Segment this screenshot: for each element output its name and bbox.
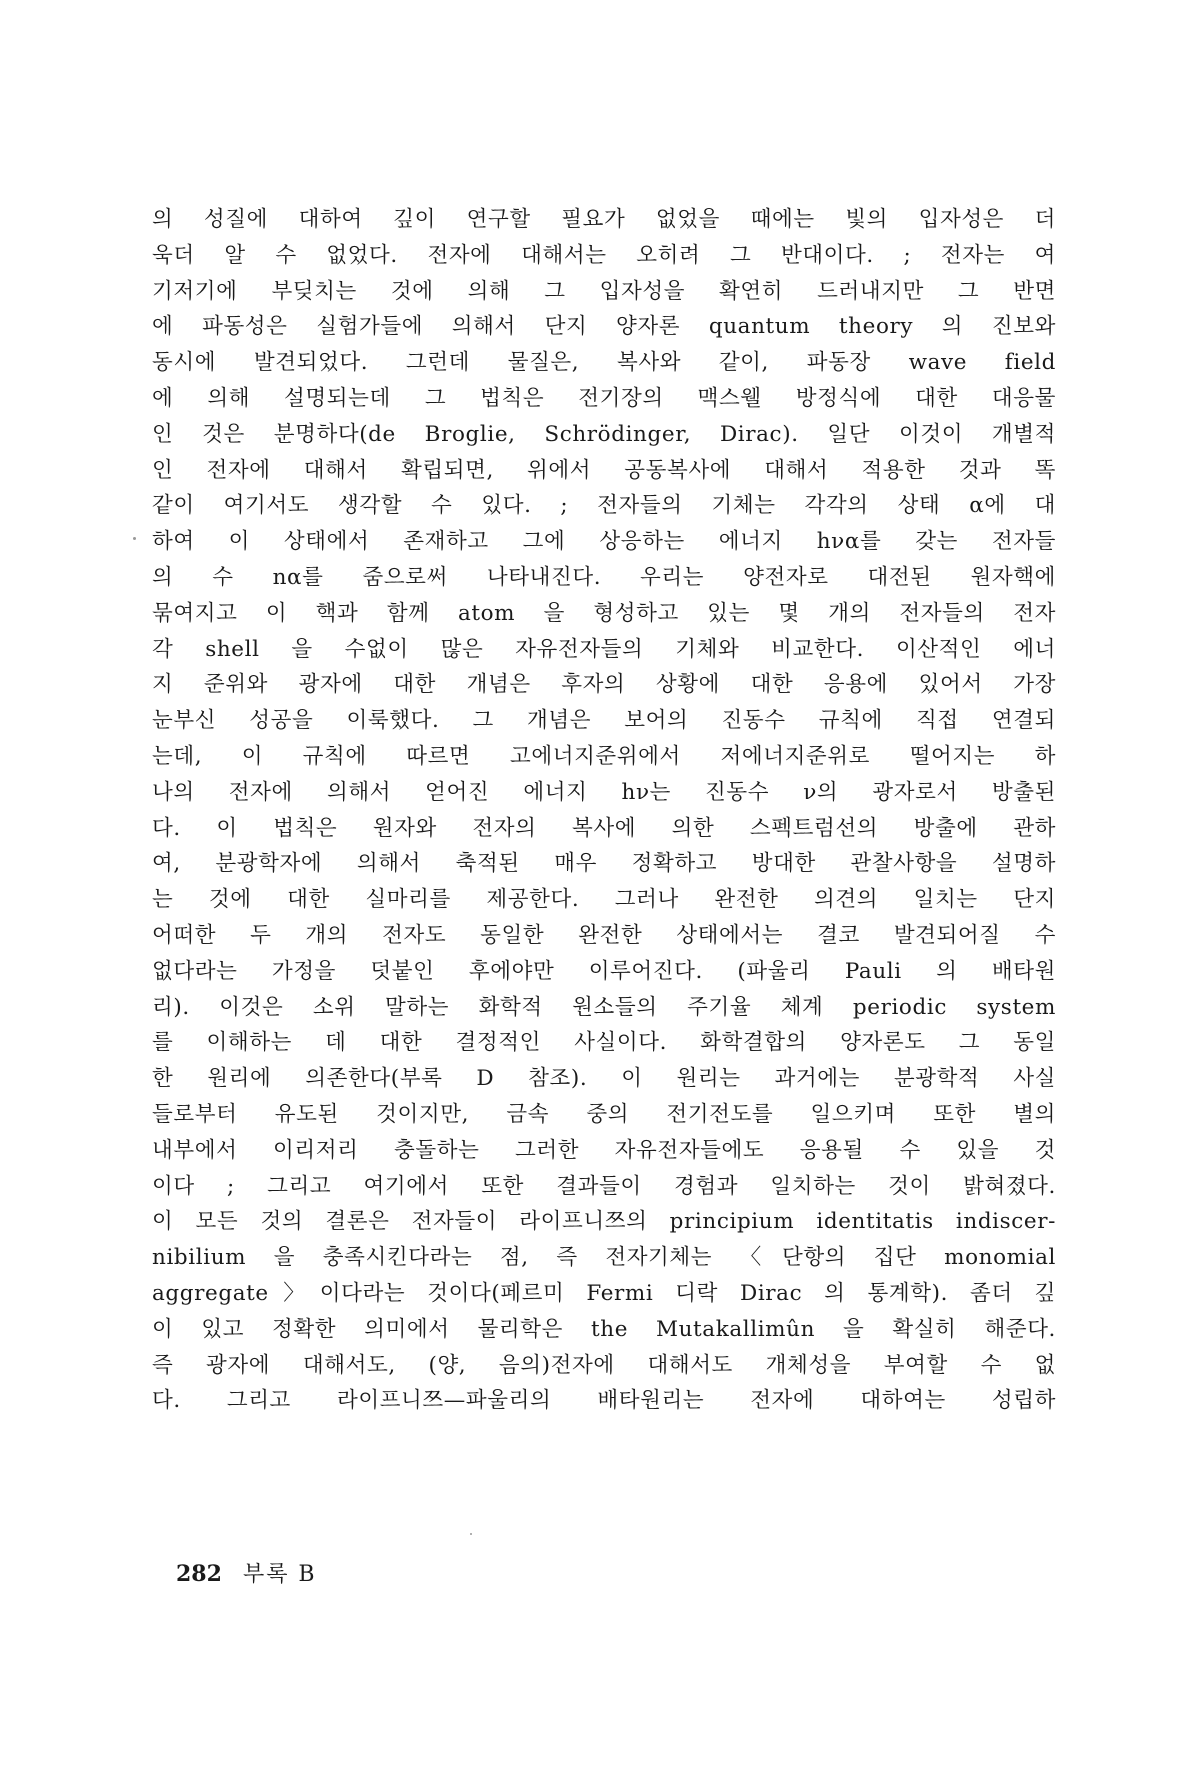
text-line: aggregate〉이다라는 것이다(페르미 Fermi 디락 Dirac 의 통계학). 좀더 깊 xyxy=(152,1280,1056,1306)
text-line: 는데, 이 규칙에 따르면 고에너지준위에서 저에너지준위로 떨어지는 하 xyxy=(152,743,1056,769)
text-line: 에 파동성은 실험가들에 의해서 단지 양자론 quantum theory 의 진보와 xyxy=(152,314,1056,340)
text-line: 내부에서 이리저리 충돌하는 그러한 자유전자들에도 응용될 수 있을 것 xyxy=(152,1137,1056,1163)
page-footer xyxy=(176,1557,317,1588)
text-line: 에 의해 설명되는데 그 법칙은 전기장의 맥스웰 방정식에 대한 대응물 xyxy=(152,385,1056,411)
text-line: 동시에 발견되었다. 그런데 물질은, 복사와 같이, 파동장 wave field xyxy=(152,350,1056,376)
text-line: 각 shell 을 수없이 많은 자유전자들의 기체와 비교한다. 이산적인 에너 xyxy=(152,636,1056,662)
page-number: 282 xyxy=(176,1561,222,1587)
text-line: 이 모든 것의 결론은 전자들이 라이프니쯔의 principium identitatis indiscer- xyxy=(152,1209,1056,1235)
text-line: 를 이해하는 데 대한 결정적인 사실이다. 화학결합의 양자론도 그 동일 xyxy=(152,1030,1056,1056)
text-line: 다. 그리고 라이프니쯔—파울리의 배타원리는 전자에 대하여는 성립하 xyxy=(152,1388,1056,1414)
text-line: 하여 이 상태에서 존재하고 그에 상응하는 에너지 hνα를 갖는 전자들 xyxy=(152,529,1056,555)
text-line: 기저기에 부딪치는 것에 의해 그 입자성을 확연히 드러내지만 그 반면 xyxy=(152,278,1056,304)
text-line: 즉 광자에 대해서도, (양, 음의)전자에 대해서도 개체성을 부여할 수 없 xyxy=(152,1352,1056,1378)
text-line: 이다 ; 그리고 여기에서 또한 결과들이 경험과 일치하는 것이 밝혀졌다. xyxy=(152,1173,1056,1199)
text-line: 나의 전자에 의해서 얻어진 에너지 hν는 진동수 ν의 광자로서 방출된 xyxy=(152,779,1056,805)
text-line: 같이 여기서도 생각할 수 있다. ; 전자들의 기체는 각각의 상태 α에 대 xyxy=(152,493,1056,519)
text-line: 의 수 nα를 줌으로써 나타내진다. 우리는 양전자로 대전된 원자핵에 xyxy=(152,564,1056,590)
text-line: 어떠한 두 개의 전자도 동일한 완전한 상태에서는 결코 발견되어질 수 xyxy=(152,922,1056,948)
text-line: 다. 이 법칙은 원자와 전자의 복사에 의한 스펙트럼선의 방출에 관하 xyxy=(152,815,1056,841)
text-line: 는 것에 대한 실마리를 제공한다. 그러나 완전한 의견의 일치는 단지 xyxy=(152,887,1056,913)
text-line: 이 있고 정확한 의미에서 물리학은 the Mutakallimûn 을 확실히 해준다. xyxy=(152,1316,1056,1342)
text-line: 인 전자에 대해서 확립되면, 위에서 공동복사에 대해서 적용한 것과 똑 xyxy=(152,457,1056,483)
scan-speck xyxy=(470,1533,472,1535)
text-line: 의 성질에 대하여 깊이 연구할 필요가 없었을 때에는 빛의 입자성은 더 xyxy=(152,207,1056,232)
text-line: 한 원리에 의존한다(부록 D 참조). 이 원리는 과거에는 분광학적 사실 xyxy=(152,1066,1056,1092)
section-label: 부록 B xyxy=(242,1562,317,1587)
text-line: 들로부터 유도된 것이지만, 금속 중의 전기전도를 일으키며 또한 별의 xyxy=(152,1101,1056,1127)
text-line: 없다라는 가정을 덧붙인 후에야만 이루어진다. (파울리 Pauli 의 배타원 xyxy=(152,958,1056,984)
text-line: 지 준위와 광자에 대한 개념은 후자의 상황에 대한 응용에 있어서 가장 xyxy=(152,672,1056,698)
body-text xyxy=(152,202,1056,1419)
text-line: 리). 이것은 소위 말하는 화학적 원소들의 주기율 체계 periodic system xyxy=(152,994,1056,1020)
text-line: 여, 분광학자에 의해서 축적된 매우 정확하고 방대한 관찰사항을 설명하 xyxy=(152,851,1056,877)
text-line: 눈부신 성공을 이룩했다. 그 개념은 보어의 진동수 규칙에 직접 연결되 xyxy=(152,708,1056,734)
scan-speck xyxy=(133,537,136,540)
text-line: 묶여지고 이 핵과 함께 atom 을 형성하고 있는 몇 개의 전자들의 전자 xyxy=(152,600,1056,626)
text-line: nibilium 을 충족시킨다라는 점, 즉 전자기체는 〈단항의 집단 monomial xyxy=(152,1245,1056,1271)
text-line: 욱더 알 수 없었다. 전자에 대해서는 오히려 그 반대이다. ; 전자는 여 xyxy=(152,242,1056,268)
text-line: 인 것은 분명하다(de Broglie, Schrödinger, Dirac). 일단 이것이 개별적 xyxy=(152,421,1056,447)
